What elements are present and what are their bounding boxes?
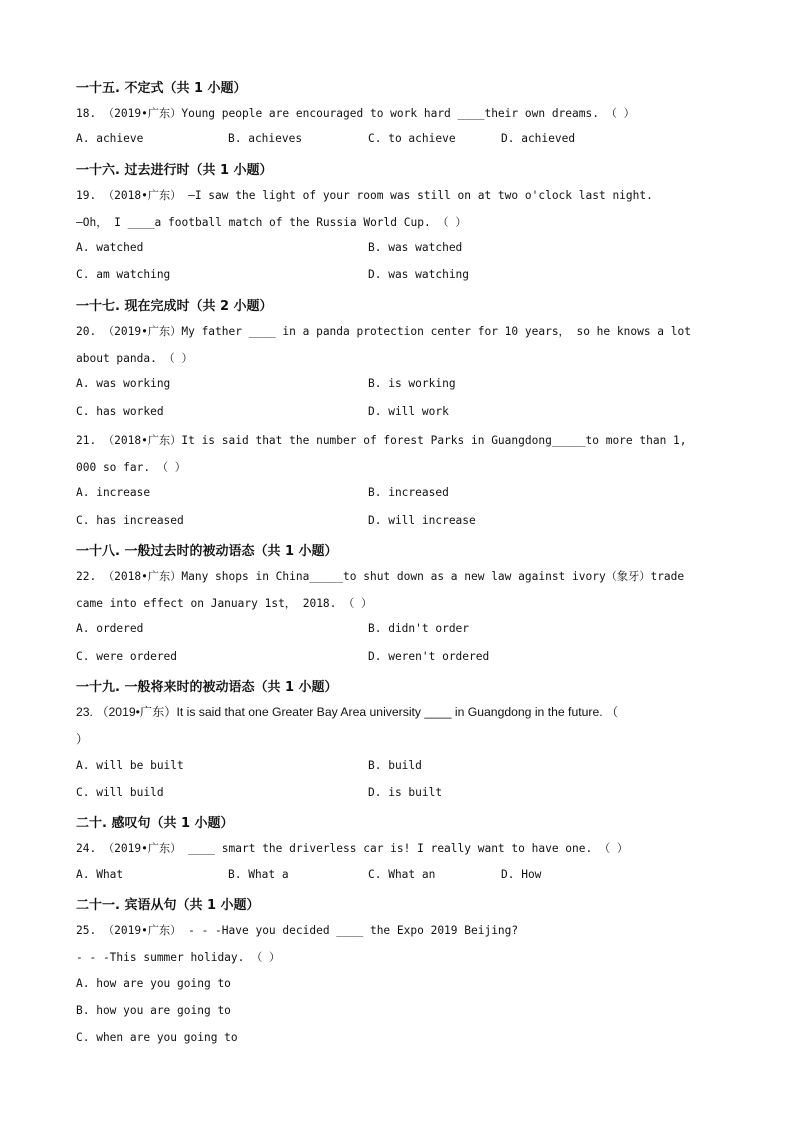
option-d: D. is built [368, 786, 443, 799]
section-title: 一十六. 过去进行时（共 1 小题） [76, 163, 273, 178]
option-a: A. how are you going to [76, 977, 231, 990]
option-c: C. has increased [76, 514, 184, 527]
option-d: D. How [501, 868, 542, 881]
option-b: B. how you are going to [76, 1004, 231, 1017]
option-a: A. increase [76, 486, 151, 499]
question-text: 23. （2019•广东）It is said that one Greater Bay Area university ____ in Guangdong in the future. （ [76, 705, 619, 719]
question-text: 18. （2019•广东）Young people are encouraged to work hard ____their own dreams. （ ） [76, 107, 635, 120]
option-d: D. will work [368, 405, 449, 418]
option-c: C. were ordered [76, 650, 178, 663]
option-a: A. was working [76, 377, 171, 390]
option-d: D. will increase [368, 514, 476, 527]
section-title: 一十七. 现在完成时（共 2 小题） [76, 299, 273, 314]
question-text: 21. （2018•广东）It is said that the number of forest Parks in Guangdong_____to more than 1, [76, 434, 687, 447]
option-c: C. What an [368, 868, 436, 881]
question-text: 25. （2019•广东） - - -Have you decided ____ the Expo 2019 Beijing? [76, 924, 519, 937]
option-b: B. build [368, 759, 422, 772]
option-c: C. when are you going to [76, 1031, 238, 1044]
question-text: 000 so far. （ ） [76, 461, 186, 474]
option-b: B. achieves [228, 132, 303, 145]
question-text: 19. （2018•广东） –I saw the light of your room was still on at two o'clock last night. [76, 189, 653, 202]
question-text: - - -This summer holiday. （ ） [76, 951, 281, 964]
question-text: 24. （2019•广东） ____ smart the driverless car is! I really want to have one. （ ） [76, 842, 629, 855]
question-text: came into effect on January 1st， 2018. （ ） [76, 597, 373, 610]
section-title: 一十五. 不定式（共 1 小题） [76, 81, 247, 96]
question-text: 20. （2019•广东）My father ____ in a panda protection center for 10 years， so he knows a lot [76, 325, 691, 338]
question-text: 22. （2018•广东）Many shops in China_____to shut down as a new law against ivory（象牙）trade [76, 570, 685, 583]
option-a: A. ordered [76, 622, 144, 635]
option-a: A. What [76, 868, 124, 881]
section-title: 一十九. 一般将来时的被动语态（共 1 小题） [76, 680, 338, 695]
option-d: D. weren't ordered [368, 650, 490, 663]
option-c: C. has worked [76, 405, 164, 418]
question-text: about panda. （ ） [76, 352, 193, 365]
option-b: B. didn't order [368, 622, 470, 635]
question-text: ） [76, 732, 89, 746]
option-c: C. am watching [76, 268, 171, 281]
option-c: C. will build [76, 786, 164, 799]
section-title: 一十八. 一般过去时的被动语态（共 1 小题） [76, 544, 338, 559]
option-c: C. to achieve [368, 132, 456, 145]
option-a: A. achieve [76, 132, 144, 145]
question-text: –Oh， I ____a football match of the Russia World Cup. （ ） [76, 216, 467, 229]
section-title: 二十一. 宾语从句（共 1 小题） [76, 898, 260, 913]
option-b: B. What a [228, 868, 289, 881]
option-a: A. watched [76, 241, 144, 254]
option-d: D. was watching [368, 268, 470, 281]
option-b: B. was watched [368, 241, 463, 254]
section-title: 二十. 感叹句（共 1 小题） [76, 816, 234, 831]
option-b: B. is working [368, 377, 456, 390]
option-a: A. will be built [76, 759, 184, 772]
option-d: D. achieved [501, 132, 576, 145]
option-b: B. increased [368, 486, 449, 499]
